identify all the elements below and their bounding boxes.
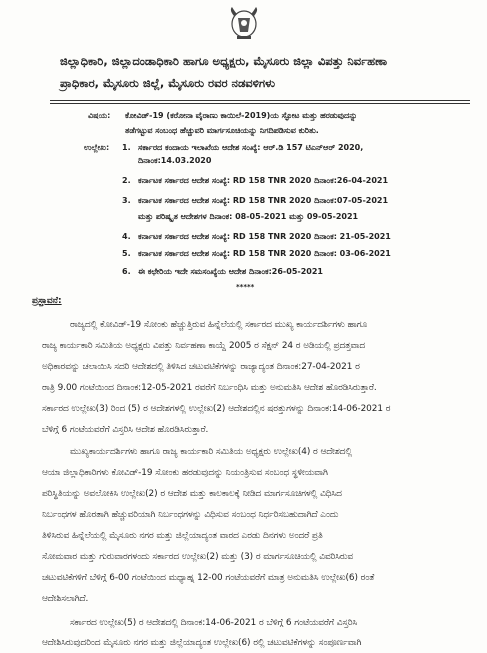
government-emblem-icon — [225, 6, 263, 42]
paragraph-line: ಬೆಳಿಗ್ಗೆ 6 ಗಂಟೆಯವರೆಗೆ ವಿಸ್ತರಿಸಿ ಆದೇಶ ಹೊರಡಿಸಿರುತ್ತಾರೆ. — [42, 425, 209, 435]
subject-line-1: ಕೋವಿಡ್-19 (ಕರೋನಾ ವೈರಾಣು ಕಾಯಿಲೆ-2019)ಯ ಸ್ಫೋಟ ಮತ್ತು ಹರಡುವುದನ್ನು — [125, 111, 358, 120]
paragraph-line: ರಾತ್ರಿ 9.00 ಗಂಟೆಯಿಂದ ದಿನಾಂಕ:12-05-2021 ರವರೆಗೆ ನಿರ್ಬಂಧಿಸಿ ಮತ್ತು ಅನುಮತಿಸಿ ಆದೇಶ ಹೊರಡಿಸಿರುತ್ತಾರೆ. — [42, 383, 377, 393]
paragraph-line: ಚಟುವಟಿಕೆಗಳಿಗೆ ಬೆಳಿಗ್ಗೆ 6-00 ಗಂಟೆಯಿಂದ ಮಧ್ಯಾಹ್ನ 12-00 ಗಂಟೆಯವರೆಗೆ ಮಾತ್ರ ಅನುಮತಿಸಿ ಉಲ್ಲೇಖ(6) ರಂತೆ — [42, 573, 375, 583]
reference-number: 2. — [122, 176, 131, 185]
header-title-line-1: ಜಿಲ್ಲಾಧಿಕಾರಿ, ಜಿಲ್ಲಾದಂಡಾಧಿಕಾರಿ ಹಾಗೂ ಅಧ್ಯಕ್ಷರು, ಮೈಸೂರು ಜಿಲ್ಲಾ ವಿಪತ್ತು ನಿರ್ವಹಣಾ — [60, 54, 388, 68]
paragraph-line: ಸರ್ಕಾರದ ಉಲ್ಲೇಖ(5) ರ ಆದೇಶದಲ್ಲಿ ದಿನಾಂಕ:14-06-2021 ರ ಬೆಳಿಗ್ಗೆ 6 ಗಂಟೆಯವರೆಗೆ ವಿಸ್ತರಿಸಿ — [70, 618, 358, 628]
paragraph-line: ಸೋಮವಾರ ಮತ್ತು ಗುರುವಾರಗಳಂದು ಸರ್ಕಾರದ ಉಲ್ಲೇಖ(2) ಮತ್ತು (3) ರ ಮಾರ್ಗಸೂಚಿಯಲ್ಲಿ ವಿವರಿಸಿರುವ — [42, 552, 354, 562]
paragraph-line: ತಿಳಿಸಿರುವ ಹಿನ್ನೆಲೆಯಲ್ಲಿ ಮೈಸೂರು ನಗರ ಮತ್ತು ಜಿಲ್ಲೆಯಾದ್ಯಂತ ವಾರದ ಎರಡು ದಿನಗಳು ಅಂದರೆ ಪ್ರತಿ — [42, 531, 323, 541]
document-header — [60, 50, 460, 94]
reference-number: 1. — [122, 143, 131, 152]
paragraph-line: ಆದೇಶಿಸಲಾಗಿದೆ. — [42, 594, 89, 604]
paragraph-line: ನಿರ್ಬಂಧಗಳ ಹೊರತಾಗಿ ಹೆಚ್ಚುವರಿಯಾಗಿ ನಿರ್ಬಂಧಗಳನ್ನು ವಿಧಿಸುವ ಸಂಬಂಧ ನಿರ್ಧರಿಸಬಹುದಾಗಿದೆ ಎಂದು — [42, 510, 339, 520]
paragraph-line: ಆದೇಶಿಸಿರುವುದರಿಂದ ಮೈಸೂರು ನಗರ ಮತ್ತು ಜಿಲ್ಲೆಯಾದ್ಯಂತ ಉಲ್ಲೇಖ(6) ರಲ್ಲಿ ಚಟುವಟಿಕೆಗಳನ್ನು ಸಂಪೂರ್ಣವಾಗಿ — [42, 638, 362, 648]
reference-number: 6. — [122, 267, 131, 276]
reference-number: 4. — [122, 232, 131, 241]
reference-item-1-line-2: ದಿನಾಂಕ:14.03.2020 — [138, 156, 212, 165]
reference-item-3-line-2: ಮತ್ತು ಪರಿಷ್ಕೃತ ಆದೇಶಗಳ ದಿನಾಂಕ: 08-05-2021 ಮತ್ತು 09-05-2021 — [138, 212, 359, 221]
paragraph-line: ಮುಖ್ಯಕಾರ್ಯದರ್ಶಿಗಳು ಹಾಗೂ ರಾಜ್ಯ ಕಾರ್ಯಕಾರಿ ಸಮಿತಿಯ ಅಧ್ಯಕ್ಷರು ಉಲ್ಲೇಖ(4) ರ ಆದೇಶದಲ್ಲಿ — [70, 447, 352, 457]
reference-item-1-line-1: ಸರ್ಕಾರದ ಕಂದಾಯ ಇಲಾಖೆಯ ಆದೇಶ ಸಂಖ್ಯೆ: ಆರ್.ಡಿ 157 ಟಿಎನ್ಆರ್ 2020, — [138, 143, 364, 152]
paragraph-line: ಪರಿಸ್ಥಿತಿಯನ್ನು ಅವಲೋಕಿಸಿ ಉಲ್ಲೇಖ(2) ರ ಆದೇಶ ಮತ್ತು ಕಾಲಕಾಲಕ್ಕೆ ನೀಡಿದ ಮಾರ್ಗಸೂಚಿಗಳಲ್ಲಿ ವಿಧಿಸಿದ — [42, 489, 342, 499]
paragraph-line: ರಾಜ್ಯ ಕಾರ್ಯಕಾರಿ ಸಮಿತಿಯ ಅಧ್ಯಕ್ಷರು ವಿಪತ್ತು ನಿರ್ವಹಣಾ ಕಾಯ್ದೆ 2005 ರ ಸೆಕ್ಷನ್ 24 ರ ಅಡಿಯಲ್ಲಿ ಪ್ರದತ್ತವಾದ — [42, 341, 366, 351]
paragraph-line: ರಾಜ್ಯದಲ್ಲಿ ಕೋವಿಡ್-19 ಸೋಂಕು ಹೆಚ್ಚುತ್ತಿರುವ ಹಿನ್ನೆಲೆಯಲ್ಲಿ ಸರ್ಕಾರದ ಮುಖ್ಯ ಕಾರ್ಯದರ್ಶಿಗಳು ಹಾಗೂ — [70, 320, 368, 330]
references-label: ಉಲ್ಲೇಖ: — [84, 143, 110, 152]
reference-number: 5. — [122, 249, 131, 258]
reference-item-2-line-1: ಕರ್ನಾಟಕ ಸರ್ಕಾರದ ಆದೇಶ ಸಂಖ್ಯೆ: RD 158 TNR 2020 ದಿನಾಂಕ:26-04-2021 — [138, 176, 389, 185]
reference-item-5-line-1: ಕರ್ನಾಟಕ ಸರ್ಕಾರದ ಆದೇಶ ಸಂಖ್ಯೆ: RD 158 TNR 2020 ದಿನಾಂಕ: 03-06-2021 — [138, 249, 391, 258]
reference-item-3-line-1: ಕರ್ನಾಟಕ ಸರ್ಕಾರದ ಆದೇಶ ಸಂಖ್ಯೆ: RD 158 TNR 2020 ದಿನಾಂಕ:07-05-2021 — [138, 196, 389, 205]
reference-item-4-line-1: ಕರ್ನಾಟಕ ಸರ್ಕಾರದ ಆದೇಶ ಸಂಖ್ಯೆ: RD 158 TNR 2020 ದಿನಾಂಕ: 21-05-2021 — [138, 232, 391, 241]
paragraph-line: ಸರ್ಕಾರದ ಉಲ್ಲೇಖ(3) ರಿಂದ (5) ರ ಆದೇಶಗಳಲ್ಲಿ ಉಲ್ಲೇಖ(2) ಆದೇಶದಲ್ಲಿನ ಷರತ್ತುಗಳನ್ನು ದಿನಾಂಕ:14-06-2021 ರ — [42, 404, 391, 414]
header-title-line-2: ಪ್ರಾಧಿಕಾರ, ಮೈಸೂರು ಜಿಲ್ಲೆ, ಮೈಸೂರು ರವರ ನಡವಳಿಗಳು — [60, 76, 276, 90]
paragraph-line: ಆಯಾ ಜಿಲ್ಲಾಧಿಕಾರಿಗಳು ಕೋವಿಡ್-19 ಸೋಂಕು ಹರಡುವುದನ್ನು ನಿಯಂತ್ರಿಸುವ ಸಂಬಂಧ ಸ್ಥಳೀಯವಾಗಿ — [42, 468, 328, 478]
header-rule-bottom — [50, 103, 470, 104]
reference-number: 3. — [122, 196, 131, 205]
subject-label: ವಿಷಯ: — [88, 111, 111, 120]
header-rule-top — [50, 100, 470, 101]
reference-item-6-line-1: ಈ ಕಛೇರಿಯ ಇದೇ ಸಮಸಂಖ್ಯೆಯ ಆದೇಶ ದಿನಾಂಕ:26-05-2021 — [138, 267, 323, 276]
references-separator: ***** — [236, 283, 255, 291]
preamble-heading: ಪ್ರಸ್ತಾವನೆ: — [32, 296, 62, 306]
paragraph-line: ಅಧಿಕಾರವನ್ನು ಚಲಾಯಿಸಿ ಸದರಿ ಆದೇಶದಲ್ಲಿ ತಿಳಿಸಿದ ಚಟುವಟಿಕೆಗಳನ್ನು ರಾಜ್ಯಾದ್ಯಂತ ದಿನಾಂಕ:27-04-2021 ರ — [42, 362, 360, 372]
subject-line-2: ತಡೆಗಟ್ಟುವ ಸಂಬಂಧ ಹೆಚ್ಚುವರಿ ಮಾರ್ಗಸೂಚಿಯನ್ನು ನಿಗದಿಪಡಿಸುವ ಕುರಿತು. — [125, 126, 319, 135]
